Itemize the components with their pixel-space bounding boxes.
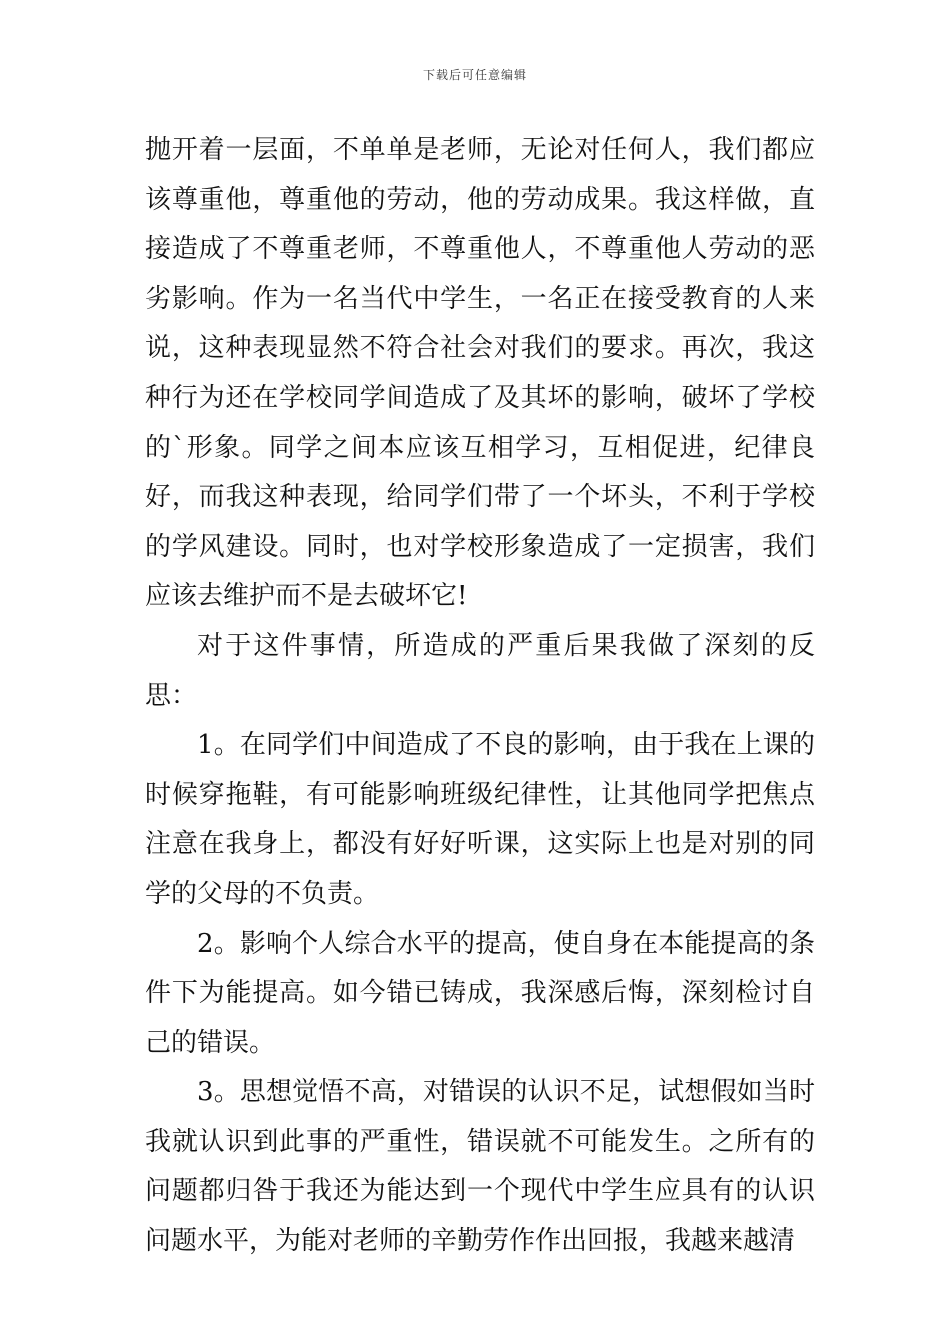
page-header-note: 下载后可任意编辑 [422, 68, 527, 82]
paragraph-point-2: 2。影响个人综合水平的提高，使自身在本能提高的条件下为能提高。如今错已铸成，我深感后悔，深刻检讨自己的错误。 [145, 928, 815, 1058]
document-body [145, 126, 815, 1267]
paragraph-reflection-intro: 对于这件事情，所造成的严重后果我做了深刻的反思： [145, 630, 815, 711]
paragraph-point-3: 3。思想觉悟不高，对错误的认识不足，试想假如当时我就认识到此事的严重性，错误就不可能发生。之所有的问题都归咎于我还为能达到一个现代中学生应具有的认识问题水平，为能对老师的辛勤劳作作出回报，我越来越清 [145, 1077, 815, 1257]
paragraph-point-1: 1。在同学们中间造成了不良的影响，由于我在上课的时候穿拖鞋，有可能影响班级纪律性，让其他同学把焦点注意在我身上，都没有好好听课，这实际上也是对别的同学的父母的不负责。 [145, 730, 815, 909]
paragraph-continuation: 抛开着一层面，不单单是老师，无论对任何人，我们都应该尊重他，尊重他的劳动，他的劳动成果。我这样做，直接造成了不尊重老师，不尊重他人，不尊重他人劳动的恶劣影响。作为一名当代中学生，一名正在接受教育的人来说，这种表现显然不符合社会对我们的要求。再次，我这种行为还在学校同学间造成了及其坏的影响，破坏了学校的`形象。同学之间本应该互相学习，互相促进，纪律良好，而我这种表现，给同学们带了一个坏头，不利于学校的学风建设。同时，也对学校形象造成了一定损害，我们应该去维护而不是去破坏它! [145, 135, 815, 612]
